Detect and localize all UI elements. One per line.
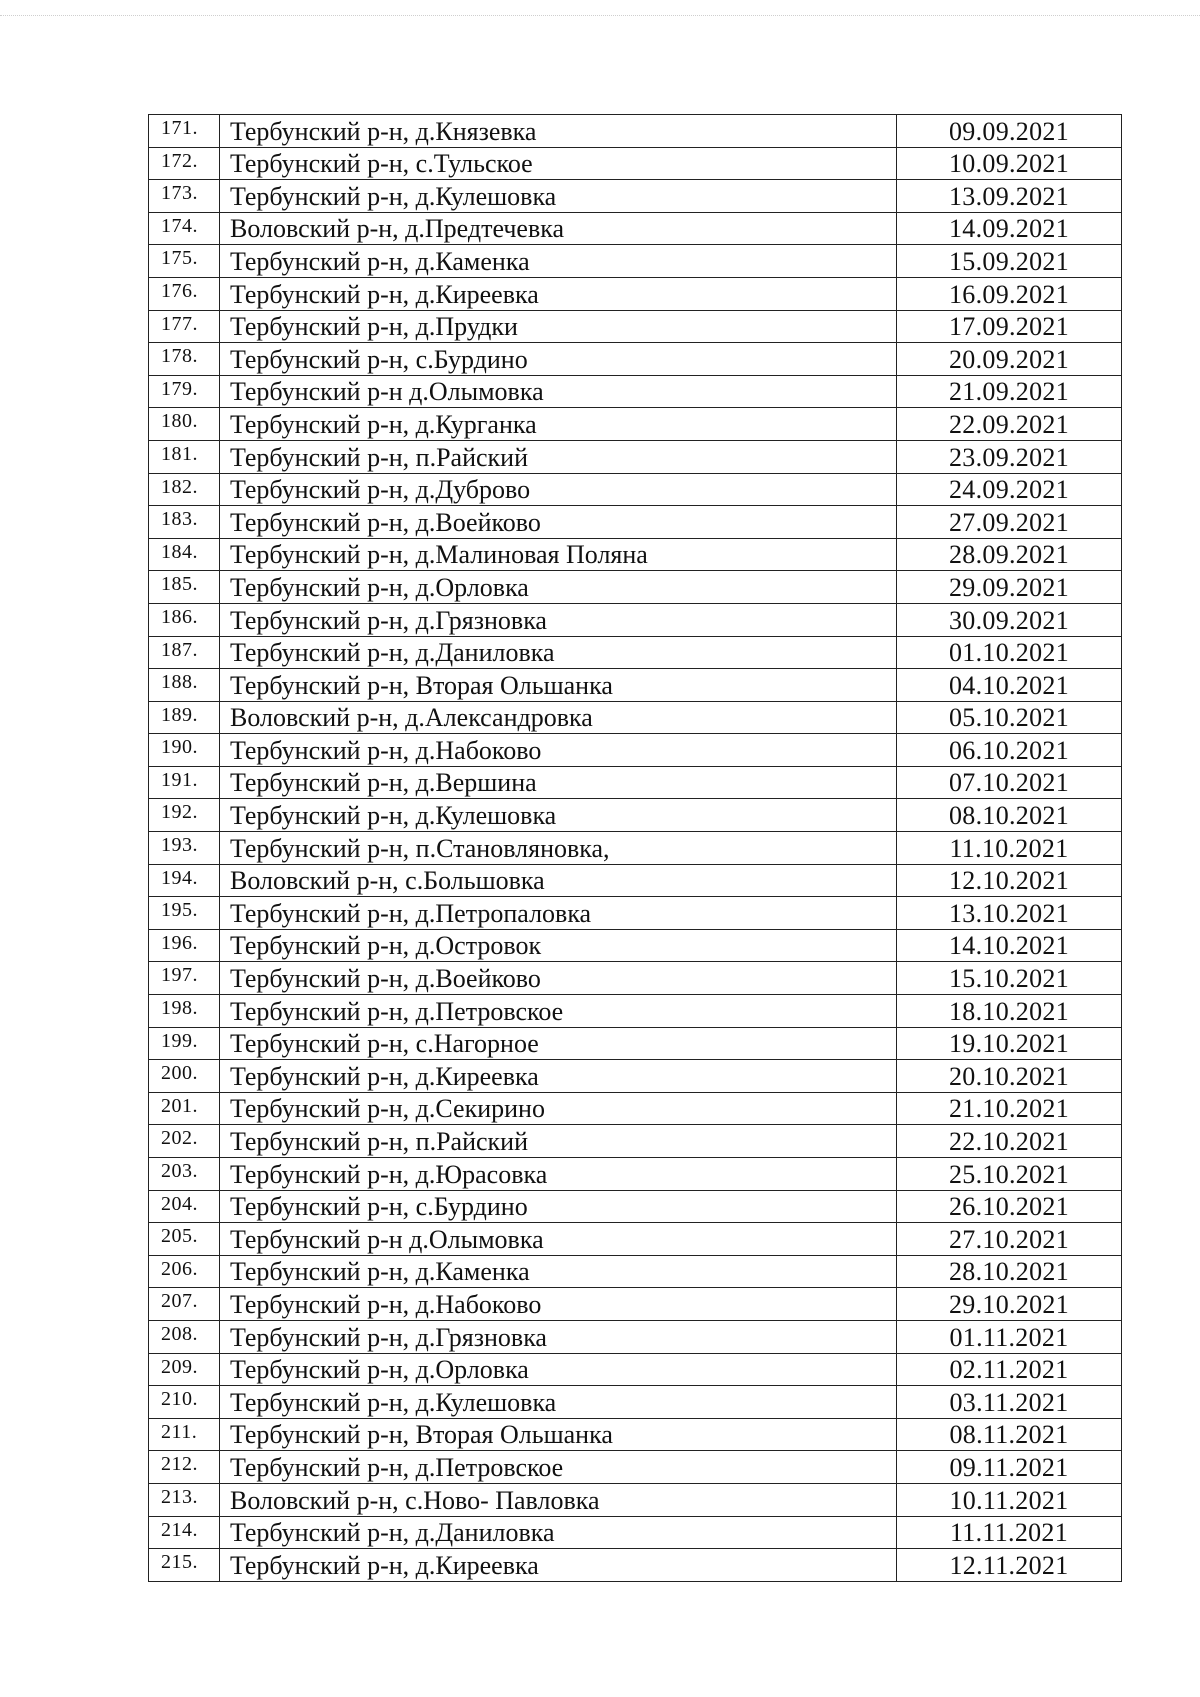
date-cell: 30.09.2021	[897, 603, 1122, 636]
table-row	[149, 277, 1122, 310]
row-number: 201.	[149, 1092, 220, 1125]
date-cell: 24.09.2021	[897, 473, 1122, 506]
row-number: 182.	[149, 473, 220, 506]
row-number: 208.	[149, 1320, 220, 1353]
date-cell: 13.10.2021	[897, 897, 1122, 930]
location-cell: Тербунский р-н, д.Киреевка	[220, 1549, 897, 1582]
table-row	[149, 571, 1122, 604]
table-row	[149, 343, 1122, 376]
date-cell: 06.10.2021	[897, 734, 1122, 767]
row-number: 187.	[149, 636, 220, 669]
location-cell: Тербунский р-н, д.Набоково	[220, 1288, 897, 1321]
location-cell: Тербунский р-н, д.Киреевка	[220, 277, 897, 310]
row-number: 174.	[149, 212, 220, 245]
location-cell: Воловский р-н, д.Предтечевка	[220, 212, 897, 245]
location-cell: Тербунский р-н д.Олымовка	[220, 375, 897, 408]
row-number: 193.	[149, 832, 220, 865]
location-cell: Тербунский р-н, д.Юрасовка	[220, 1158, 897, 1191]
row-number: 195.	[149, 897, 220, 930]
table-row	[149, 1483, 1122, 1516]
date-cell: 10.11.2021	[897, 1483, 1122, 1516]
row-number: 192.	[149, 799, 220, 832]
row-number: 184.	[149, 538, 220, 571]
location-cell: Тербунский р-н, д.Каменка	[220, 1255, 897, 1288]
table-row	[149, 1255, 1122, 1288]
date-cell: 22.09.2021	[897, 408, 1122, 441]
date-cell: 21.10.2021	[897, 1092, 1122, 1125]
row-number: 215.	[149, 1549, 220, 1582]
table-row	[149, 1125, 1122, 1158]
date-cell: 12.11.2021	[897, 1549, 1122, 1582]
row-number: 197.	[149, 962, 220, 995]
table-row	[149, 799, 1122, 832]
location-cell: Тербунский р-н, д.Воейково	[220, 506, 897, 539]
location-cell: Тербунский р-н д.Олымовка	[220, 1223, 897, 1256]
table-row	[149, 212, 1122, 245]
row-number: 211.	[149, 1418, 220, 1451]
row-number: 200.	[149, 1060, 220, 1093]
scan-edge-line	[0, 15, 1200, 16]
row-number: 177.	[149, 310, 220, 343]
table-row	[149, 832, 1122, 865]
location-cell: Тербунский р-н, д.Петропаловка	[220, 897, 897, 930]
location-cell: Тербунский р-н, д.Петровское	[220, 1451, 897, 1484]
row-number: 205.	[149, 1223, 220, 1256]
table-row	[149, 766, 1122, 799]
date-cell: 04.10.2021	[897, 669, 1122, 702]
table-row	[149, 1320, 1122, 1353]
row-number: 198.	[149, 995, 220, 1028]
date-cell: 10.09.2021	[897, 147, 1122, 180]
location-cell: Тербунский р-н, д.Кулешовка	[220, 180, 897, 213]
location-cell: Тербунский р-н, д.Кулешовка	[220, 799, 897, 832]
date-cell: 14.10.2021	[897, 929, 1122, 962]
date-cell: 20.09.2021	[897, 343, 1122, 376]
location-cell: Тербунский р-н, д.Дуброво	[220, 473, 897, 506]
location-cell: Воловский р-н, д.Александровка	[220, 701, 897, 734]
location-cell: Тербунский р-н, д.Киреевка	[220, 1060, 897, 1093]
table-row	[149, 1386, 1122, 1419]
date-cell: 26.10.2021	[897, 1190, 1122, 1223]
row-number: 191.	[149, 766, 220, 799]
date-cell: 12.10.2021	[897, 864, 1122, 897]
table-row	[149, 734, 1122, 767]
location-cell: Тербунский р-н, д.Вершина	[220, 766, 897, 799]
location-cell: Тербунский р-н, д.Князевка	[220, 115, 897, 148]
table-row	[149, 995, 1122, 1028]
location-cell: Тербунский р-н, д.Каменка	[220, 245, 897, 278]
table-row	[149, 440, 1122, 473]
row-number: 212.	[149, 1451, 220, 1484]
table-row	[149, 473, 1122, 506]
table-row	[149, 1060, 1122, 1093]
schedule-table	[148, 114, 1122, 1582]
location-cell: Тербунский р-н, д.Даниловка	[220, 1516, 897, 1549]
table-row	[149, 180, 1122, 213]
date-cell: 08.11.2021	[897, 1418, 1122, 1451]
table-row	[149, 1288, 1122, 1321]
table-row	[149, 1353, 1122, 1386]
row-number: 196.	[149, 929, 220, 962]
date-cell: 07.10.2021	[897, 766, 1122, 799]
location-cell: Тербунский р-н, д.Малиновая Поляна	[220, 538, 897, 571]
date-cell: 22.10.2021	[897, 1125, 1122, 1158]
date-cell: 02.11.2021	[897, 1353, 1122, 1386]
row-number: 185.	[149, 571, 220, 604]
table-row	[149, 1190, 1122, 1223]
row-number: 209.	[149, 1353, 220, 1386]
table-row	[149, 929, 1122, 962]
table-row	[149, 408, 1122, 441]
date-cell: 17.09.2021	[897, 310, 1122, 343]
location-cell: Тербунский р-н, Вторая Ольшанка	[220, 1418, 897, 1451]
date-cell: 29.10.2021	[897, 1288, 1122, 1321]
date-cell: 05.10.2021	[897, 701, 1122, 734]
date-cell: 08.10.2021	[897, 799, 1122, 832]
location-cell: Тербунский р-н, д.Грязновка	[220, 1320, 897, 1353]
row-number: 188.	[149, 669, 220, 702]
table-row	[149, 1027, 1122, 1060]
date-cell: 16.09.2021	[897, 277, 1122, 310]
schedule-table-body	[149, 115, 1122, 1582]
table-row	[149, 147, 1122, 180]
row-number: 179.	[149, 375, 220, 408]
date-cell: 19.10.2021	[897, 1027, 1122, 1060]
location-cell: Тербунский р-н, с.Бурдино	[220, 1190, 897, 1223]
row-number: 202.	[149, 1125, 220, 1158]
date-cell: 14.09.2021	[897, 212, 1122, 245]
table-row	[149, 1158, 1122, 1191]
table-row	[149, 1223, 1122, 1256]
table-row	[149, 636, 1122, 669]
location-cell: Тербунский р-н, д.Петровское	[220, 995, 897, 1028]
row-number: 207.	[149, 1288, 220, 1321]
row-number: 213.	[149, 1483, 220, 1516]
table-row	[149, 1092, 1122, 1125]
date-cell: 01.10.2021	[897, 636, 1122, 669]
date-cell: 18.10.2021	[897, 995, 1122, 1028]
location-cell: Воловский р-н, с.Ново- Павловка	[220, 1483, 897, 1516]
location-cell: Тербунский р-н, д.Воейково	[220, 962, 897, 995]
date-cell: 11.11.2021	[897, 1516, 1122, 1549]
row-number: 172.	[149, 147, 220, 180]
location-cell: Тербунский р-н, п.Райский	[220, 1125, 897, 1158]
date-cell: 13.09.2021	[897, 180, 1122, 213]
row-number: 186.	[149, 603, 220, 636]
location-cell: Тербунский р-н, д.Курганка	[220, 408, 897, 441]
date-cell: 09.09.2021	[897, 115, 1122, 148]
date-cell: 29.09.2021	[897, 571, 1122, 604]
row-number: 210.	[149, 1386, 220, 1419]
location-cell: Тербунский р-н, п.Становляновка,	[220, 832, 897, 865]
location-cell: Тербунский р-н, д.Орловка	[220, 1353, 897, 1386]
row-number: 189.	[149, 701, 220, 734]
table-row	[149, 1516, 1122, 1549]
table-row	[149, 864, 1122, 897]
row-number: 181.	[149, 440, 220, 473]
location-cell: Тербунский р-н, д.Грязновка	[220, 603, 897, 636]
location-cell: Тербунский р-н, Вторая Ольшанка	[220, 669, 897, 702]
location-cell: Тербунский р-н, с.Бурдино	[220, 343, 897, 376]
location-cell: Тербунский р-н, д.Секирино	[220, 1092, 897, 1125]
table-row	[149, 506, 1122, 539]
date-cell: 27.10.2021	[897, 1223, 1122, 1256]
table-row	[149, 962, 1122, 995]
row-number: 175.	[149, 245, 220, 278]
location-cell: Тербунский р-н, д.Даниловка	[220, 636, 897, 669]
row-number: 214.	[149, 1516, 220, 1549]
location-cell: Тербунский р-н, с.Нагорное	[220, 1027, 897, 1060]
table-row	[149, 1418, 1122, 1451]
table-row	[149, 897, 1122, 930]
row-number: 199.	[149, 1027, 220, 1060]
date-cell: 23.09.2021	[897, 440, 1122, 473]
row-number: 204.	[149, 1190, 220, 1223]
table-row	[149, 1549, 1122, 1582]
row-number: 183.	[149, 506, 220, 539]
date-cell: 01.11.2021	[897, 1320, 1122, 1353]
date-cell: 15.10.2021	[897, 962, 1122, 995]
row-number: 206.	[149, 1255, 220, 1288]
location-cell: Тербунский р-н, с.Тульское	[220, 147, 897, 180]
row-number: 180.	[149, 408, 220, 441]
table-row	[149, 538, 1122, 571]
table-row	[149, 115, 1122, 148]
location-cell: Воловский р-н, с.Большовка	[220, 864, 897, 897]
row-number: 178.	[149, 343, 220, 376]
table-row	[149, 669, 1122, 702]
table-row	[149, 310, 1122, 343]
row-number: 190.	[149, 734, 220, 767]
date-cell: 28.10.2021	[897, 1255, 1122, 1288]
table-row	[149, 245, 1122, 278]
location-cell: Тербунский р-н, п.Райский	[220, 440, 897, 473]
date-cell: 21.09.2021	[897, 375, 1122, 408]
location-cell: Тербунский р-н, д.Орловка	[220, 571, 897, 604]
location-cell: Тербунский р-н, д.Набоково	[220, 734, 897, 767]
date-cell: 27.09.2021	[897, 506, 1122, 539]
table-row	[149, 375, 1122, 408]
table-row	[149, 603, 1122, 636]
date-cell: 25.10.2021	[897, 1158, 1122, 1191]
table-row	[149, 701, 1122, 734]
row-number: 173.	[149, 180, 220, 213]
date-cell: 28.09.2021	[897, 538, 1122, 571]
date-cell: 15.09.2021	[897, 245, 1122, 278]
row-number: 194.	[149, 864, 220, 897]
date-cell: 11.10.2021	[897, 832, 1122, 865]
row-number: 203.	[149, 1158, 220, 1191]
location-cell: Тербунский р-н, д.Прудки	[220, 310, 897, 343]
location-cell: Тербунский р-н, д.Кулешовка	[220, 1386, 897, 1419]
date-cell: 09.11.2021	[897, 1451, 1122, 1484]
location-cell: Тербунский р-н, д.Островок	[220, 929, 897, 962]
date-cell: 20.10.2021	[897, 1060, 1122, 1093]
date-cell: 03.11.2021	[897, 1386, 1122, 1419]
table-row	[149, 1451, 1122, 1484]
row-number: 171.	[149, 115, 220, 148]
row-number: 176.	[149, 277, 220, 310]
